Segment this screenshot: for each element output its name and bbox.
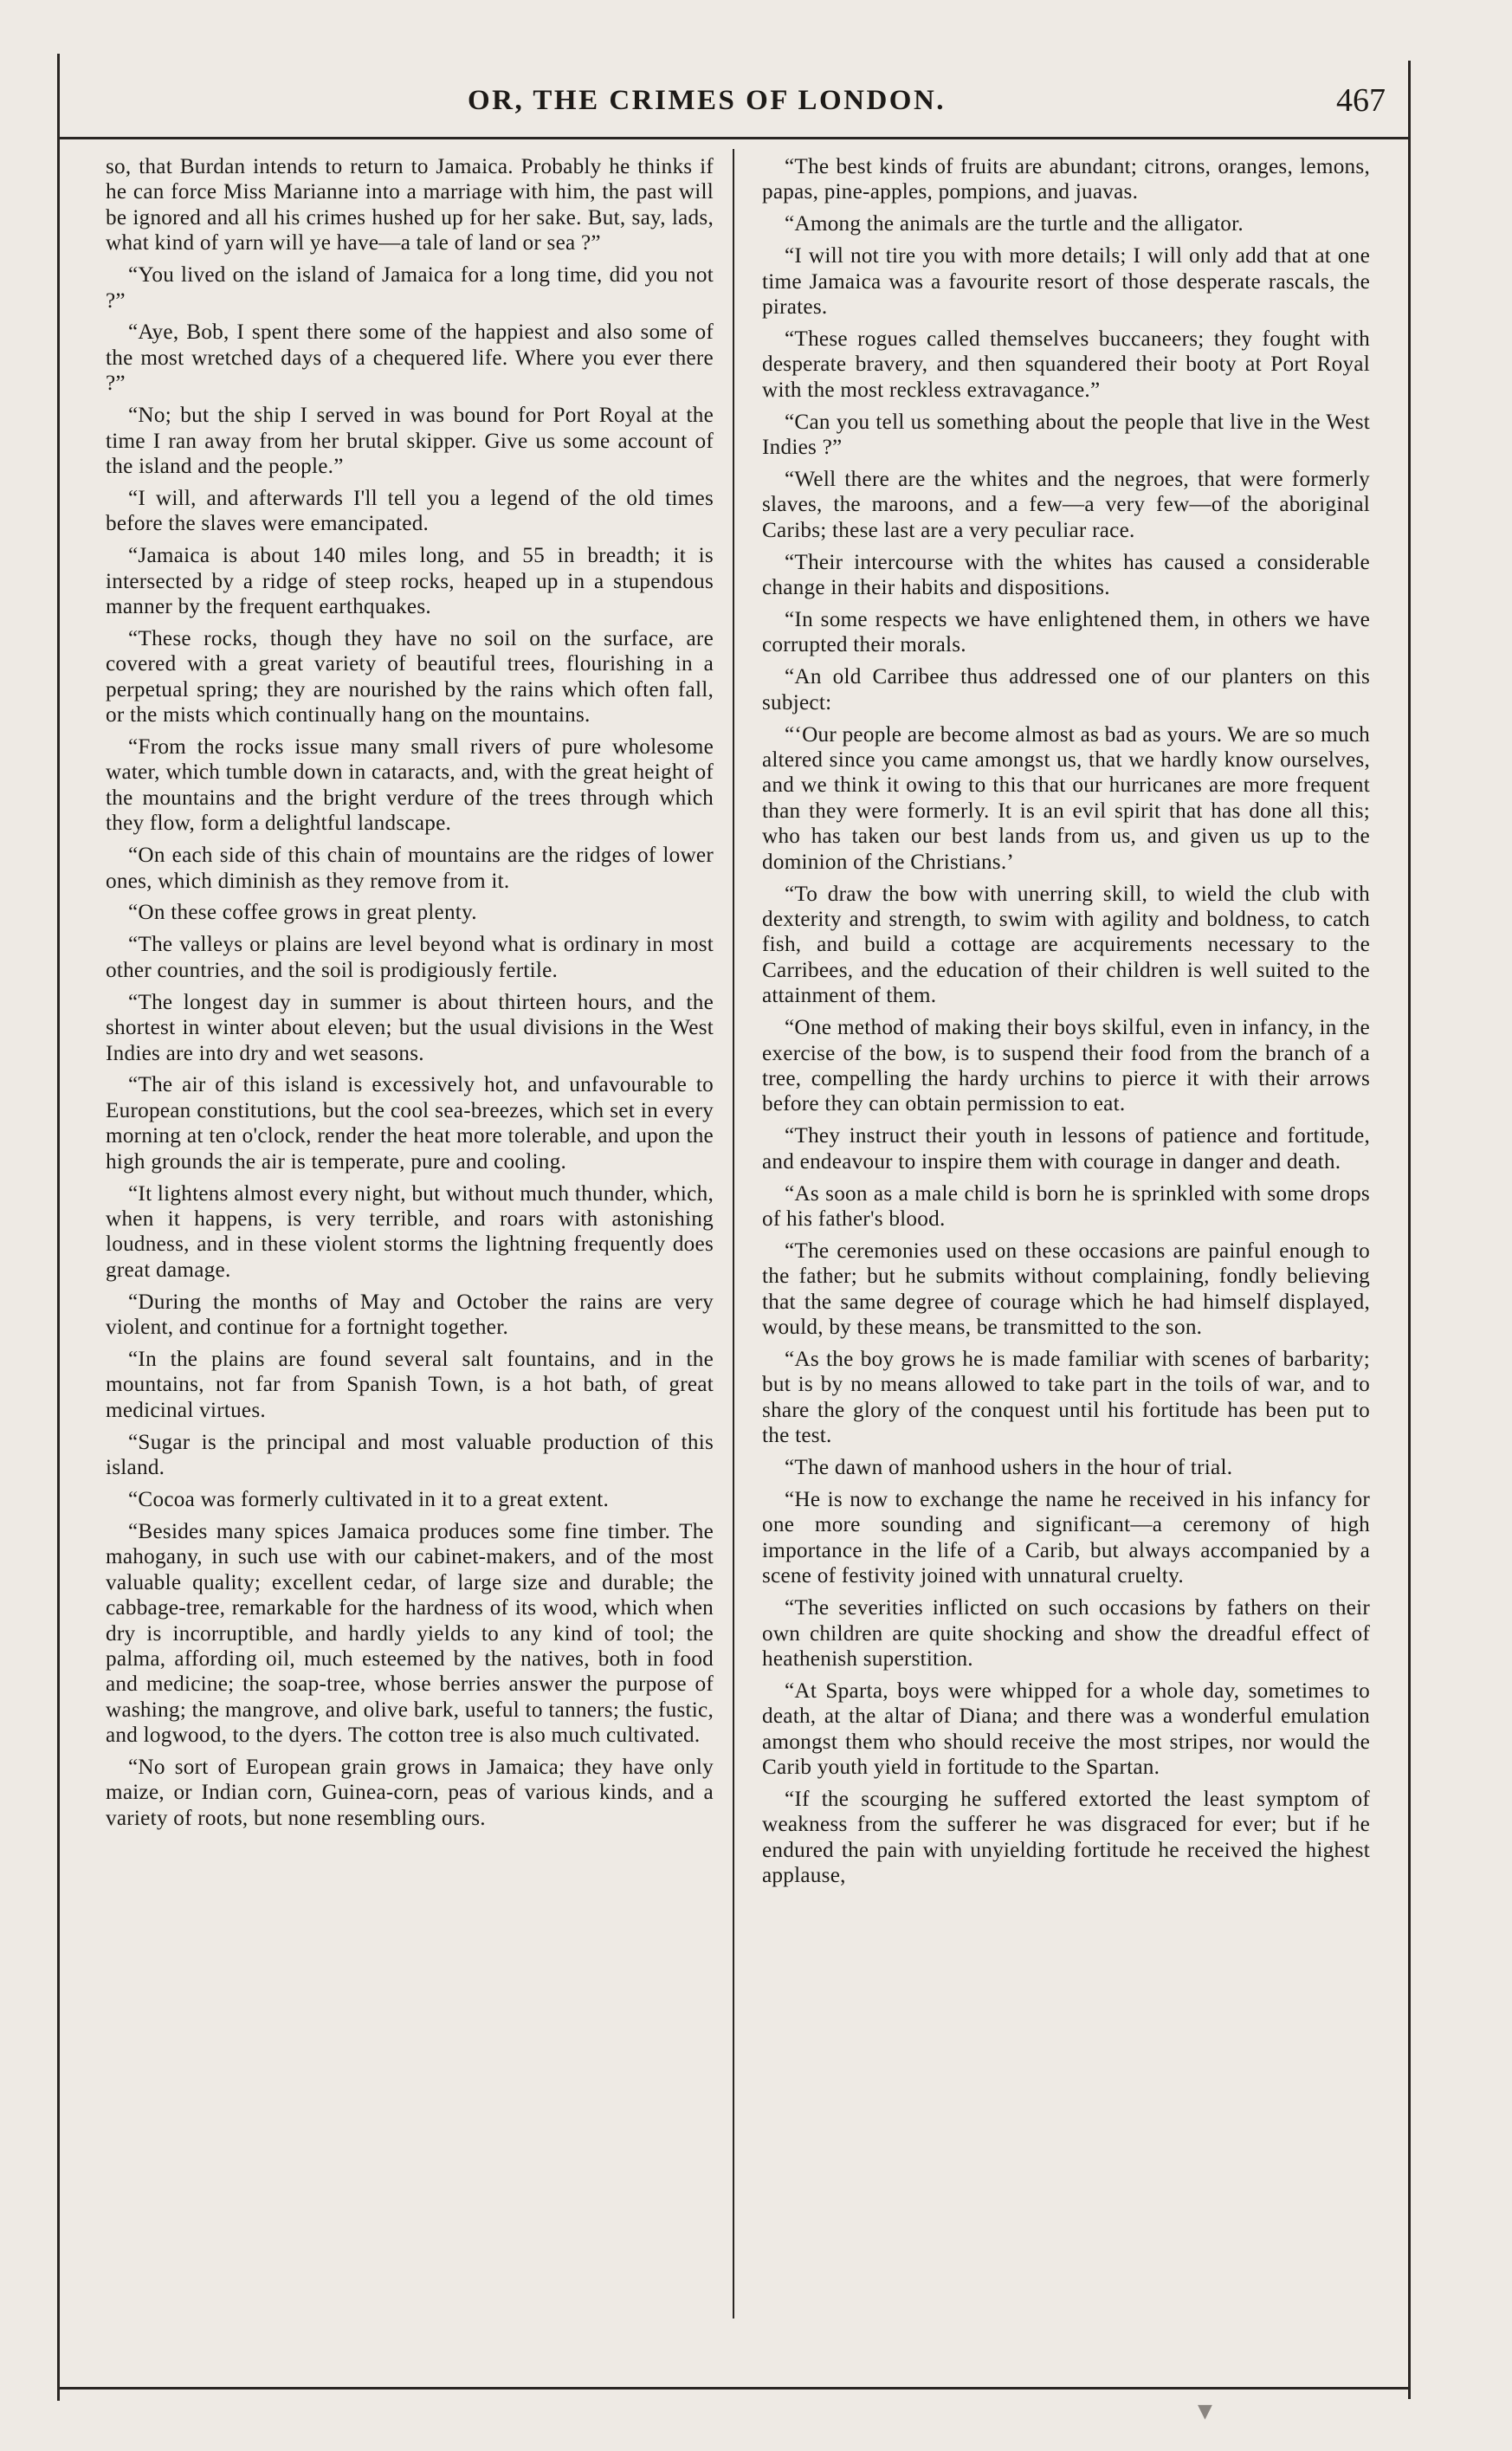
- footer-rule: [57, 2387, 1411, 2390]
- paragraph: “Besides many spices Jamaica produces some fine timber. The mahogany, in such use with our cabinet-makers, and of the most valuable quality; excellent cedar, of large size and durable; the cabbage-tree, remarkable for the hardness of its wood, which when dry is incorruptible, and hardly yields to any kind of tool; the palma, affording oil, much esteemed by the natives, both in food and medicine; the soap-tree, whose berries answer the purpose of washing; the mangrove, and olive bark, useful to tanners; the fustic, and logwood, to the dyers. The cotton tree is also much cultivated.: [106, 1519, 714, 1748]
- page-number: 467: [1336, 82, 1386, 119]
- running-header: [468, 82, 1386, 130]
- paragraph: “As the boy grows he is made familiar with scenes of barbarity; but is by no means allowed to take part in the toils of war, and to share the glory of the conquest until his fortitude has been put to the test.: [762, 1347, 1370, 1448]
- paragraph: “No sort of European grain grows in Jamaica; they have only maize, or Indian corn, Guinea-corn, peas of various kinds, and a variety of roots, but none resembling ours.: [106, 1756, 714, 1830]
- paragraph: “On each side of this chain of mountains are the ridges of lower ones, which diminish as they remove from it.: [106, 844, 714, 893]
- paragraph: “To draw the bow with unerring skill, to wield the club with dexterity and strength, to swim with agility and boldness, to catch fish, and build a cottage are acquirements necessary to the Carribees, and the education of their children is well suited to the attainment of them.: [762, 882, 1370, 1008]
- paragraph: “‘Our people are become almost as bad as yours. We are so much altered since you came amongst us, that we hardly know ourselves, and we think it owing to this that our hurricanes are more frequent than they were formerly. It is an evil spirit that has done all this; who has taken our best lands from us, and given us up to the dominion of the Christians.’: [762, 722, 1370, 874]
- paragraph: “Aye, Bob, I spent there some of the happiest and also some of the most wretched days of a chequered life. Where you ever there ?”: [106, 320, 714, 396]
- paragraph: “He is now to exchange the name he received in his infancy for one more sounding and significant—a ceremony of high importance in the life of a Carib, but always accompanied by a scene of festivity joined with unnatural cruelty.: [762, 1488, 1370, 1588]
- left-margin-rule: [57, 54, 60, 2401]
- paragraph: “Well there are the whites and the negroes, that were formerly slaves, the maroons, and a few—a very few—of the aboriginal Caribs; these last are a very peculiar race.: [762, 467, 1370, 542]
- right-text-column: [762, 154, 1370, 1895]
- paragraph: “On these coffee grows in great plenty.: [128, 901, 477, 925]
- paragraph: “Sugar is the principal and most valuable production of this island.: [106, 1430, 714, 1480]
- paragraph: “One method of making their boys skilful, even in infancy, in the exercise of the bow, is to suspend their food from the branch of a tree, compelling the hardy urchins to pierce it with their arrows before they can obtain permission to eat.: [762, 1016, 1370, 1116]
- paragraph: “I will, and afterwards I'll tell you a legend of the old times before the slaves were emancipated.: [106, 486, 714, 536]
- paragraph: “Cocoa was formerly cultivated in it to a great extent.: [128, 1488, 610, 1511]
- paragraph: “If the scourging he suffered extorted the least symptom of weakness from the sufferer he was disgraced for ever; but if he endured the pain with unyielding fortitude he received the highest applause,: [762, 1787, 1370, 1888]
- paragraph: “The severities inflicted on such occasions by fathers on their own children are quite shocking and show the dreadful effect of heathenish superstition.: [762, 1596, 1370, 1671]
- paragraph: “In the plains are found several salt fountains, and in the mountains, not far from Spanish Town, is a hot bath, of great medicinal virtues.: [106, 1347, 714, 1422]
- paragraph: “The valleys or plains are level beyond what is ordinary in most other countries, and the soil is prodigiously fertile.: [106, 933, 714, 982]
- left-text-column: [106, 154, 714, 1838]
- paragraph: “The best kinds of fruits are abundant; citrons, oranges, lemons, papas, pine-apples, pompions, and juavas.: [762, 155, 1370, 204]
- print-speck: ▼: [1198, 2401, 1212, 2422]
- paragraph: “They instruct their youth in lessons of patience and fortitude, and endeavour to inspire them with courage in danger and death.: [762, 1124, 1370, 1174]
- paragraph: “An old Carribee thus addressed one of our planters on this subject:: [762, 665, 1370, 715]
- paragraph: “Can you tell us something about the people that live in the West Indies ?”: [762, 410, 1370, 460]
- paragraph: “You lived on the island of Jamaica for a long time, did you not ?”: [106, 263, 714, 313]
- paragraph: “The air of this island is excessively hot, and unfavourable to European constitutions, but the cool sea-breezes, which set in every morning at ten o'clock, render the heat more tolerable, and upon the high grounds the air is temperate, pure and cooling.: [106, 1073, 714, 1174]
- paragraph: “I will not tire you with more details; I will only add that at one time Jamaica was a favourite resort of those desperate rascals, the pirates.: [762, 244, 1370, 320]
- paragraph: “During the months of May and October the rains are very violent, and continue for a fortnight together.: [106, 1290, 714, 1340]
- paragraph: “The longest day in summer is about thirteen hours, and the shortest in winter about eleven; but the usual divisions in the West Indies are into dry and wet seasons.: [106, 990, 714, 1065]
- paragraph: “The dawn of manhood ushers in the hour of trial.: [785, 1456, 1233, 1480]
- paragraph: “Jamaica is about 140 miles long, and 55 in breadth; it is intersected by a ridge of steep rocks, heaped up in a stupendous manner by the frequent earthquakes.: [106, 544, 714, 618]
- header-rule: [57, 137, 1411, 139]
- paragraph: “No; but the ship I served in was bound for Port Royal at the time I ran away from her brutal skipper. Give us some account of the island and the people.”: [106, 404, 714, 478]
- running-title: OR, THE CRIMES OF LONDON.: [468, 85, 947, 116]
- paragraph: “The ceremonies used on these occasions are painful enough to the father; but he submits without complaining, fondly believing that the same degree of courage which he had himself displayed, would, by these means, be transmitted to the son.: [762, 1238, 1370, 1340]
- paragraph: “These rogues called themselves buccaneers; they fought with desperate bravery, and then squandered their booty at Port Royal with the most reckless extravagance.”: [762, 327, 1370, 402]
- column-divider: [733, 149, 734, 2318]
- paragraph: “These rocks, though they have no soil on the surface, are covered with a great variety of beautiful trees, flourishing in a perpetual spring; they are nourished by the rains which often fall, or the mists which continually hang on the mountains.: [106, 626, 714, 728]
- paragraph: “As soon as a male child is born he is sprinkled with some drops of his father's blood.: [762, 1181, 1370, 1231]
- paragraph: “Their intercourse with the whites has caused a considerable change in their habits and dispositions.: [762, 550, 1370, 600]
- paragraph: so, that Burdan intends to return to Jamaica. Probably he thinks if he can force Miss Marianne into a marriage with him, the past will be ignored and all his crimes hushed up for her sake. But, say, lads, what kind of yarn will ye have—a tale of land or sea ?”: [106, 155, 714, 255]
- right-margin-rule: [1408, 61, 1411, 2399]
- paragraph: “Among the animals are the turtle and the alligator.: [785, 212, 1244, 236]
- paragraph: “It lightens almost every night, but without much thunder, which, when it happens, is very terrible, and roars with astonishing loudness, and in these violent storms the lightning frequently does great damage.: [106, 1181, 714, 1282]
- paragraph: “From the rocks issue many small rivers of pure wholesome water, which tumble down in cataracts, and, with the great height of the mountains and the bright verdure of the trees through which they flow, form a delightful landscape.: [106, 735, 714, 836]
- paragraph: “At Sparta, boys were whipped for a whole day, sometimes to death, at the altar of Diana; and there was a wonderful emulation amongst them who should receive the most stripes, nor would the Carib youth yield in fortitude to the Spartan.: [762, 1678, 1370, 1780]
- paragraph: “In some respects we have enlightened them, in others we have corrupted their morals.: [762, 608, 1370, 657]
